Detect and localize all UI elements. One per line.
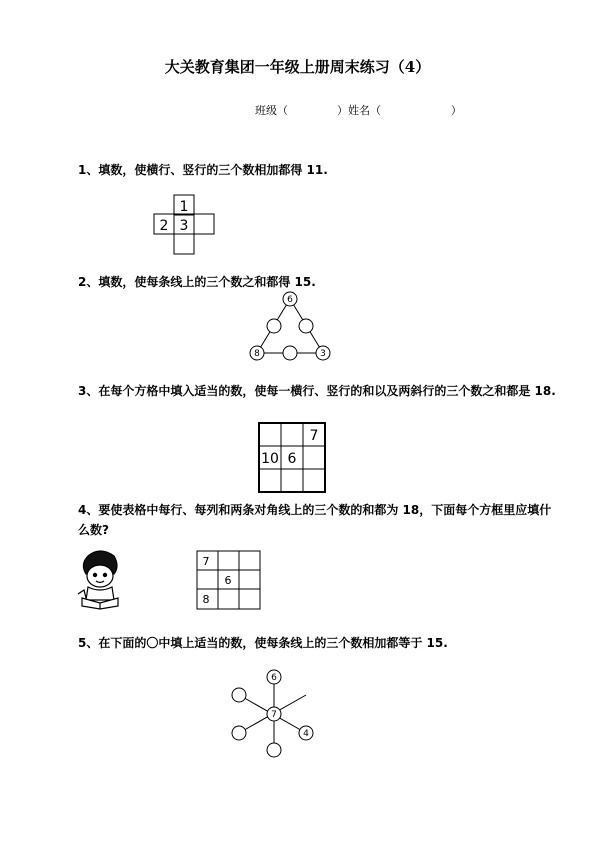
q5-circle-lower-left[interactable] — [232, 726, 246, 740]
question-5-text: 5、在下面的〇中填上适当的数，使每条线上的三个数相加都等于 15. — [78, 636, 448, 650]
q4-cell-r2c2[interactable]: 6 — [224, 574, 232, 587]
boy-reading-illustration-icon — [74, 548, 124, 610]
q3-cell-r2c1[interactable]: 10 — [261, 451, 279, 467]
q5-top-value: 6 — [271, 673, 277, 683]
question-4-text: 4、要使表格中每行、每列和两条对角线上的三个数的和都为 18，下面每个方框里应填什么数? — [78, 503, 552, 537]
q1-cell-left-value: 2 — [159, 218, 169, 234]
name-label: 姓名（ — [347, 104, 381, 117]
q2-triangle-diagram — [245, 288, 335, 366]
q2-top-value: 6 — [287, 295, 293, 305]
class-blank[interactable] — [288, 104, 337, 117]
q4-cell-r1c1[interactable]: 7 — [202, 555, 210, 568]
q1-cross-grid — [150, 194, 220, 256]
q3-cell-r2c2[interactable]: 6 — [287, 451, 297, 467]
page-title: 大关教育集团一年级上册周末练习（4） — [164, 58, 431, 76]
q2-circle-mid-right[interactable] — [299, 319, 313, 333]
q2-bottom-left-value: 8 — [254, 349, 260, 359]
q1-cell-right[interactable] — [194, 214, 214, 234]
q4-cell-r3c1[interactable]: 8 — [202, 593, 210, 606]
q5-circle-bottom[interactable] — [267, 743, 281, 757]
q1-cell-top-value: 1 — [179, 199, 189, 215]
class-close: ） — [336, 104, 348, 117]
name-close: ） — [450, 104, 462, 117]
q2-bottom-right-value: 3 — [320, 349, 326, 359]
class-label: 班级（ — [255, 104, 288, 117]
q4-grid — [194, 548, 262, 612]
q5-center-value: 7 — [271, 710, 277, 720]
question-3-text: 3、在每个方格中填入适当的数，使每一横行、竖行的和以及两斜行的三个数之和都是 18. — [78, 384, 556, 398]
q5-lower-right-value: 4 — [303, 729, 309, 739]
question-2-text: 2、填数，使每条线上的三个数之和都得 15. — [78, 275, 316, 289]
q3-cell-r1c3[interactable]: 7 — [309, 428, 319, 444]
q2-circle-mid-left[interactable] — [267, 319, 281, 333]
q3-grid — [256, 420, 328, 494]
q5-circle-upper-left[interactable] — [232, 688, 246, 702]
q2-circle-bottom-mid[interactable] — [283, 346, 297, 360]
question-1-text: 1、填数，使横行、竖行的三个数相加都得 11. — [78, 163, 328, 177]
class-name-line — [255, 102, 462, 118]
q1-cell-center-value: 3 — [179, 218, 189, 234]
q5-star-diagram — [224, 664, 324, 768]
name-blank[interactable] — [381, 104, 451, 117]
q1-cell-bottom[interactable] — [174, 234, 194, 254]
